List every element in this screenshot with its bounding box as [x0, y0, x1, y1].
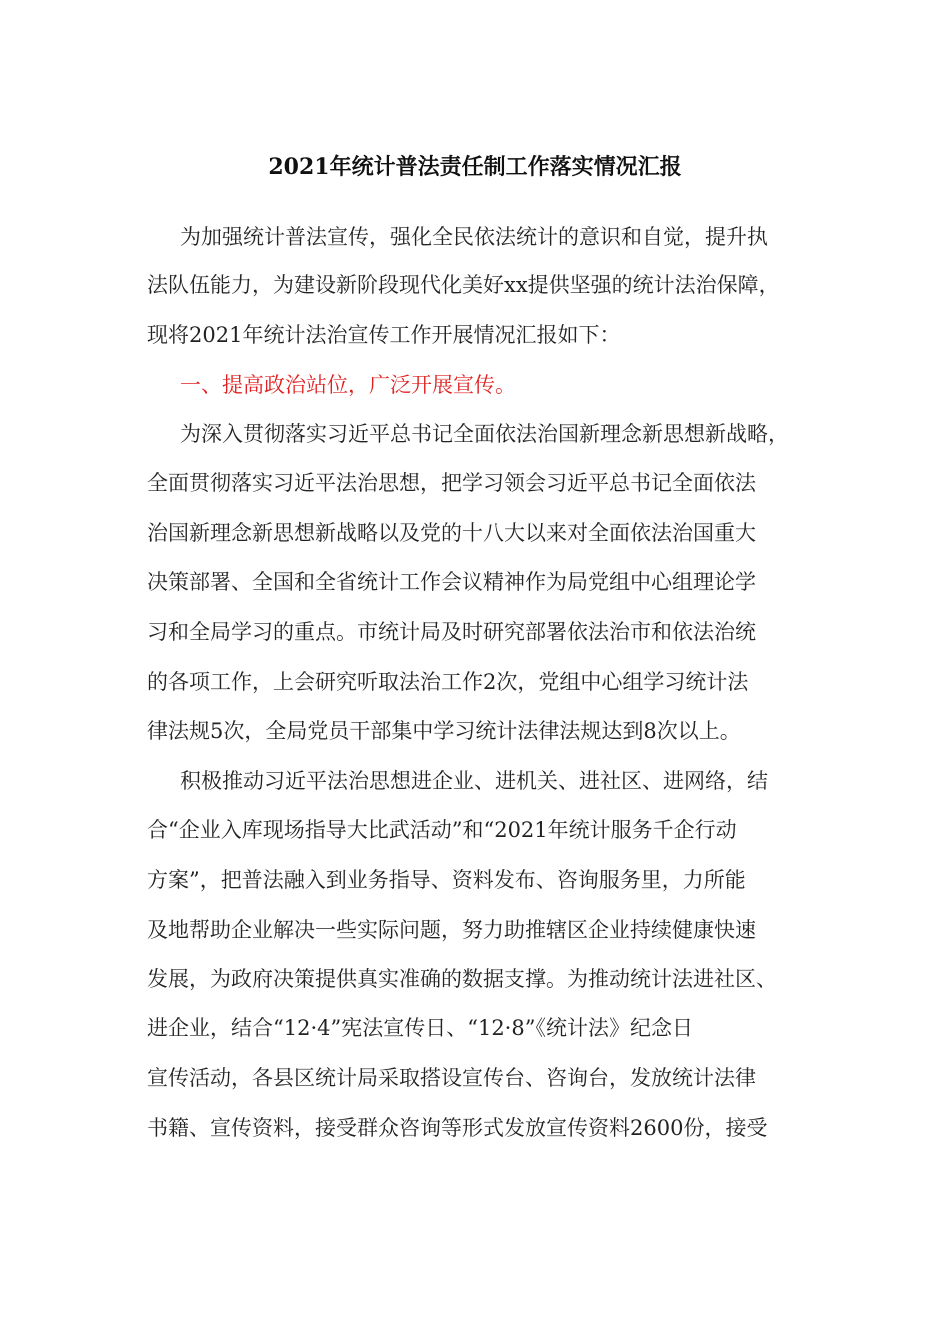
section-heading: 一、提高政治站位，广泛开展宣传。: [180, 373, 516, 397]
body-line: 决策部署、全国和全省统计工作会议精神作为局党组中心组理论学: [147, 570, 756, 594]
body-line: 发展，为政府决策提供真实准确的数据支撑。为推动统计法进社区、: [147, 967, 777, 991]
body-line: 为深入贯彻落实习近平总书记全面依法治国新理念新思想新战略，: [180, 422, 789, 446]
body-line: 的各项工作，上会研究听取法治工作2次，党组中心组学习统计法: [147, 670, 749, 694]
body-line: 合“企业入库现场指导大比武活动”和“2021年统计服务千企行动: [147, 818, 737, 842]
body-line: 全面贯彻落实习近平法治思想，把学习领会习近平总书记全面依法: [147, 471, 756, 495]
body-line: 进企业，结合“12·4”宪法宣传日、“12·8”《统计法》纪念日: [147, 1016, 693, 1040]
document-title: 2021年统计普法责任制工作落实情况汇报: [268, 154, 682, 180]
body-line: 治国新理念新思想新战略以及党的十八大以来对全面依法治国重大: [147, 521, 756, 545]
body-line: 法队伍能力，为建设新阶段现代化美好xx提供坚强的统计法治保障，: [147, 273, 780, 297]
body-line: 方案”，把普法融入到业务指导、资料发布、咨询服务里，力所能: [147, 868, 746, 892]
body-line: 及地帮助企业解决一些实际问题，努力助推辖区企业持续健康快速: [147, 918, 756, 942]
body-line: 宣传活动，各县区统计局采取搭设宣传台、咨询台，发放统计法律: [147, 1066, 756, 1090]
body-line: 书籍、宣传资料，接受群众咨询等形式发放宣传资料2600份，接受: [147, 1116, 768, 1140]
body-line: 律法规5次，全局党员干部集中学习统计法律法规达到8次以上。: [147, 719, 741, 743]
body-line: 积极推动习近平法治思想进企业、进机关、进社区、进网络，结: [180, 769, 768, 793]
body-line: 为加强统计普法宣传，强化全民依法统计的意识和自觉，提升执: [180, 225, 768, 249]
body-line: 习和全局学习的重点。市统计局及时研究部署依法治市和依法治统: [147, 620, 756, 644]
body-line: 现将2021年统计法治宣传工作开展情况汇报如下：: [147, 323, 621, 347]
